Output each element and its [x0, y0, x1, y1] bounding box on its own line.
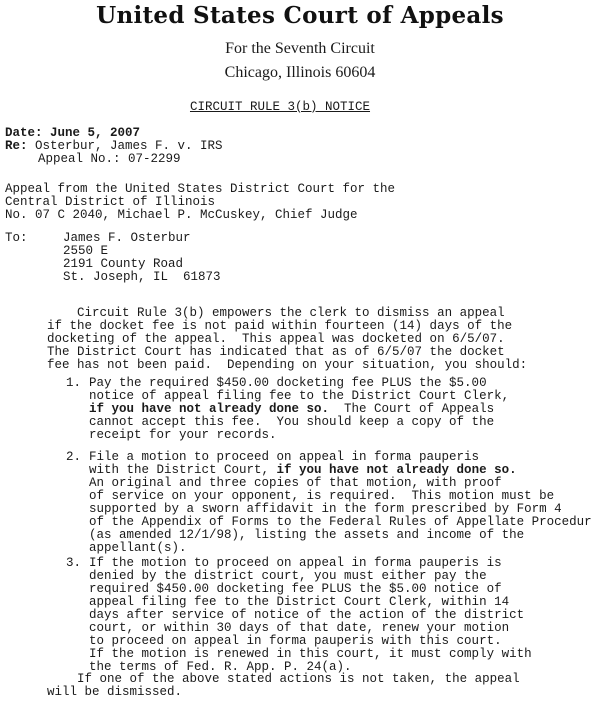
court-name-heading: United States Court of Appeals	[96, 2, 504, 29]
to-label: To:	[5, 231, 28, 245]
item-number: 2.	[66, 450, 82, 464]
paragraph-line: If one of the above stated actions is not taken, the appeal	[47, 672, 520, 686]
item-line: to proceed on appeal in forma pauperis with this court.	[89, 634, 502, 648]
item-line: An original and three copies of that motion, with proof	[89, 476, 502, 490]
list-item	[89, 557, 532, 674]
appeal-from-line: No. 07 C 2040, Michael P. McCuskey, Chief Judge	[5, 208, 358, 222]
address-line: 2550 E	[63, 244, 109, 258]
paragraph-line: Circuit Rule 3(b) empowers the clerk to dismiss an appeal	[47, 306, 505, 320]
closing-paragraph	[47, 673, 520, 699]
item-line: of the Appendix of Forms to the Federal Rules of Appellate Procedur	[89, 515, 592, 529]
re-label: Re:	[5, 139, 28, 153]
paragraph-line: The District Court has indicated that as of 6/5/07 the docket	[47, 345, 505, 359]
item-line: appellant(s).	[89, 541, 187, 555]
item-number: 3.	[66, 556, 82, 570]
appeal-from-line: Appeal from the United States District Court for the	[5, 182, 396, 196]
address-line: James F. Osterbur	[63, 231, 191, 245]
item-line: required $450.00 docketing fee PLUS the $5.00 notice of	[89, 582, 502, 596]
appeal-from-line: Central District of Illinois	[5, 195, 216, 209]
item-line: receipt for your records.	[89, 428, 277, 442]
item-line: denied by the district court, you must either pay the	[89, 569, 487, 583]
address-line: 2191 County Road	[63, 257, 184, 271]
re-value: Osterbur, James F. v. IRS	[35, 139, 223, 153]
item-line: appeal filing fee to the District Court Clerk, within 14	[89, 595, 510, 609]
notice-title: CIRCUIT RULE 3(b) NOTICE	[189, 100, 371, 114]
item-number: 1.	[66, 376, 82, 390]
appeal-number: Appeal No.: 07-2299	[38, 152, 181, 166]
paragraph-line: if the docket fee is not paid within fourteen (14) days of the	[47, 319, 513, 333]
intro-paragraph	[47, 307, 527, 372]
item-line: days after service of notice of the action of the district	[89, 608, 525, 622]
address-line: St. Joseph, IL 61873	[63, 270, 221, 284]
item-line: If the motion to proceed on appeal in forma pauperis is	[89, 556, 502, 570]
paragraph-line: will be dismissed.	[47, 685, 183, 699]
item-line: File a motion to proceed on appeal in forma pauperis	[89, 450, 480, 464]
date-value: June 5, 2007	[50, 126, 141, 140]
emphasis-text: if you have not already done so.	[89, 402, 330, 416]
item-line: court, or within 30 days of that date, renew your motion	[89, 621, 510, 635]
item-text: with the District Court,	[89, 463, 277, 477]
court-city: Chicago, Illinois 60604	[224, 64, 376, 81]
item-text: The Court of Appeals	[329, 402, 495, 416]
list-item	[89, 451, 592, 555]
emphasis-text: if you have not already done so.	[276, 463, 517, 477]
item-line: notice of appeal filing fee to the District Court Clerk,	[89, 389, 510, 403]
date-label: Date:	[5, 126, 43, 140]
item-line: supported by a sworn affidavit in the form prescribed by Form 4	[89, 502, 562, 516]
paragraph-line: fee has not been paid. Depending on your situation, you should:	[47, 358, 528, 372]
item-line: Pay the required $450.00 docketing fee PLUS the $5.00	[89, 376, 487, 390]
item-line: of service on your opponent, is required. This motion must be	[89, 489, 555, 503]
item-line: If the motion is renewed in this court, it must comply with	[89, 647, 532, 661]
item-line: the terms of Fed. R. App. P. 24(a).	[89, 660, 352, 674]
item-line: cannot accept this fee. You should keep a copy of the	[89, 415, 495, 429]
paragraph-line: docketing of the appeal. This appeal was docketed on 6/5/07.	[47, 332, 505, 346]
item-line: (as amended 12/1/98), listing the assets and income of the	[89, 528, 525, 542]
list-item	[89, 377, 509, 442]
circuit-subheading: For the Seventh Circuit	[225, 40, 375, 57]
